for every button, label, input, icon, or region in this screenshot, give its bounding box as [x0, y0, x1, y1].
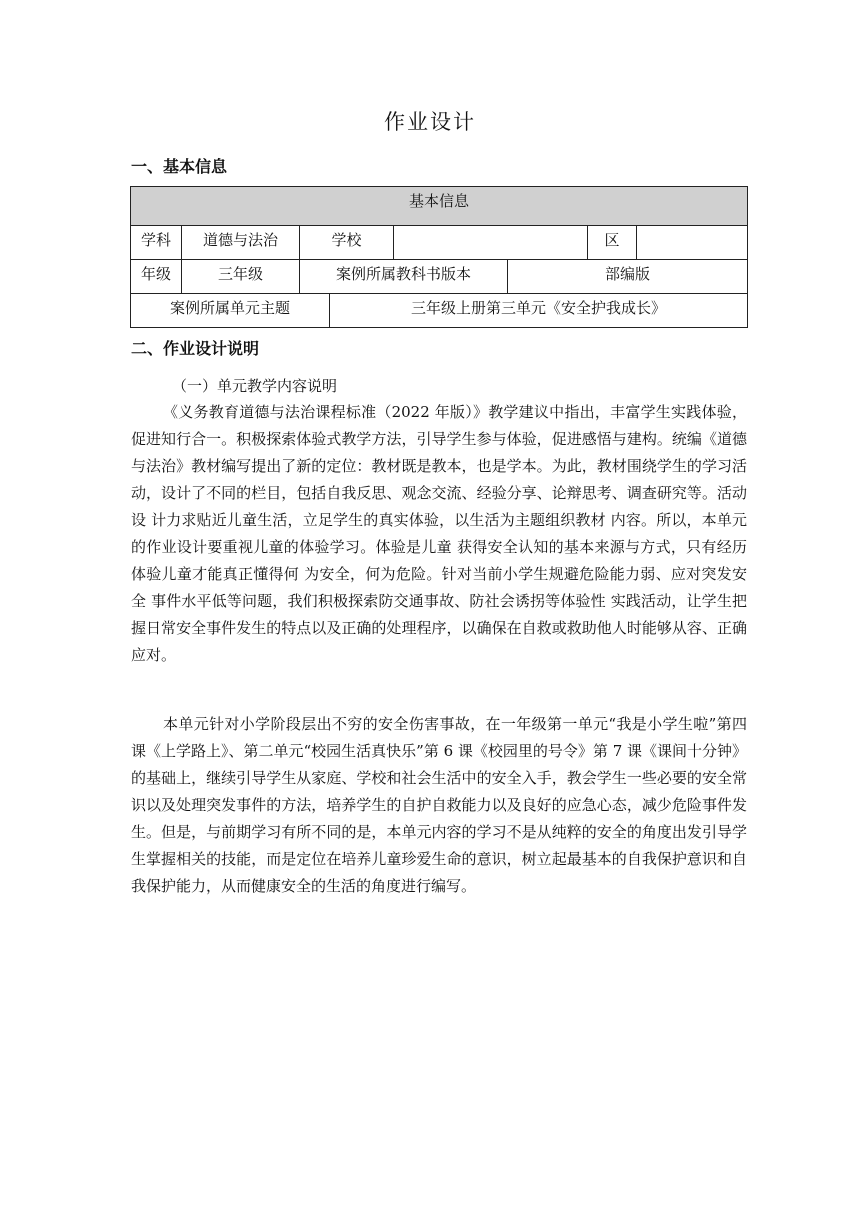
- district-label: 区: [588, 226, 637, 260]
- edition-value: 部编版: [508, 260, 748, 294]
- subject-label: 学科: [131, 226, 182, 260]
- section-heading-basic-info: 一、基本信息: [131, 157, 228, 176]
- school-label: 学校: [300, 226, 394, 260]
- section-heading-design-notes: 二、作业设计说明: [131, 339, 260, 358]
- paragraph-1: 《义务教育道德与法治课程标准（2022 年版）》教学建议中指出，丰富学生实践体验，促进知行合一。积极探索体验式教学方法，引导学生参与体验，促进感悟与建构。统编《道德与法治》教材编写提出了新的定位：教材既是教本，也是学本。为此，教材围绕学生的学习活动，设计了不同的栏目，包括自我反思、观念交流、经验分享、论辩思考、调查研究等。活动设 计力求贴近儿童生活，立足学生的真实体验，以生活为主题组织教材 内容。所以，本单元的作业设计要重视儿童的体验学习。体验是儿童 获得安全认知的基本来源与方式，只有经历体验儿童才能真正懂得何 为安全，何为危险。针对当前小学生规避危险能力弱、应对突发安全 事件水平低等问题，我们积极探索防交通事故、防社会诱拐等体验性 实践活动，让学生把握日常安全事件发生的特点以及正确的处理程序，以确保在自救或救助他人时能够从容、正确应对。: [131, 403, 747, 664]
- district-value: [637, 226, 748, 260]
- unit-value: 三年级上册第三单元《安全护我成长》: [330, 294, 748, 328]
- school-value: [394, 226, 588, 260]
- grade-value: 三年级: [182, 260, 300, 294]
- document-title: 作业设计: [384, 110, 476, 134]
- paragraph-2: 本单元针对小学阶段层出不穷的安全伤害事故，在一年级第一单元“我是小学生啦”第四课《上学路上》、第二单元“校园生活真快乐”第 6 课《校园里的号令》第 7 课《课间十分钟》的基础上，继续引导学生从家庭、学校和社会生活中的安全入手，教会学生一些必要的安全常识以及处理突发事件的方法，培养学生的自护自救能力以及良好的应急心态，减少危险事件发生。但是，与前期学习有所不同的是，本单元内容的学习不是从纯粹的安全的角度出发引导学生掌握相关的技能，而是定位在培养儿童珍爱生命的意识，树立起最基本的自我保护意识和自我保护能力，从而健康安全的生活的角度进行编写。: [131, 715, 748, 895]
- edition-label: 案例所属教科书版本: [300, 260, 508, 294]
- basic-info-table: [130, 186, 748, 328]
- table-header: 基本信息: [131, 187, 748, 226]
- subsection-heading: （一）单元教学内容说明: [172, 377, 338, 395]
- grade-label: 年级: [131, 260, 182, 294]
- subject-value: 道德与法治: [182, 226, 300, 260]
- unit-label: 案例所属单元主题: [131, 294, 330, 328]
